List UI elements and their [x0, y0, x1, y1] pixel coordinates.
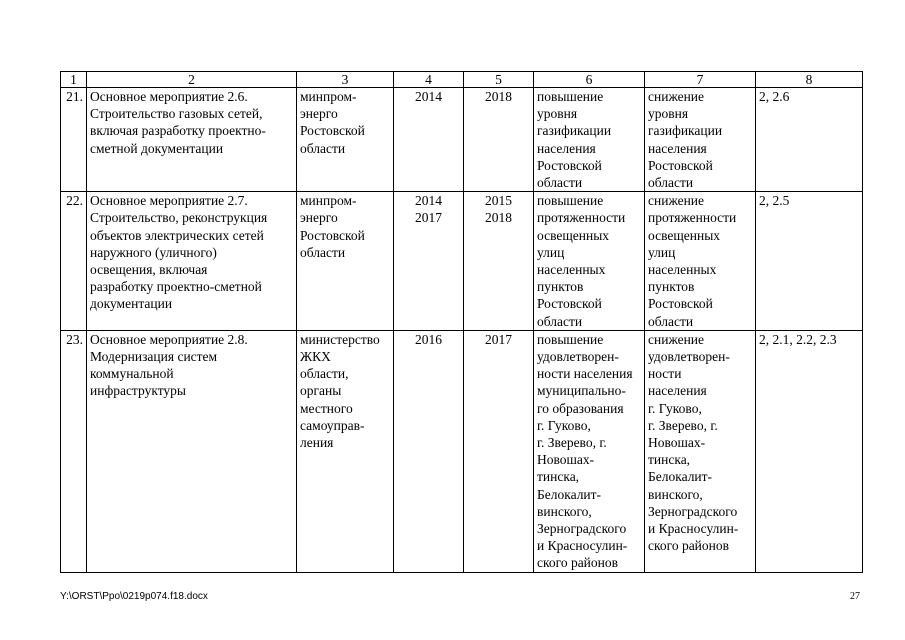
table-row [61, 88, 863, 192]
expected-result: повышение протяженности освещенных улиц населенных пунктов Ростовской области [534, 192, 645, 331]
expected-result: повышение удовлетворен- ности населения муниципально- го образования г. Гуково, г. Зверево, г. Новошах- тинска, Белокалит- винского, Зерноградского и Красносулин- ского районов [534, 330, 645, 572]
column-header: 1 [61, 72, 87, 88]
row-number: 21. [61, 88, 87, 192]
expected-result: повышение уровня газификации населения Ростовской области [534, 88, 645, 192]
row-number: 22. [61, 192, 87, 331]
consequences: снижение протяженности освещенных улиц населенных пунктов Ростовской области [645, 192, 756, 331]
page-number: 27 [850, 591, 860, 602]
table-row [61, 330, 863, 572]
measure-name: Основное мероприятие 2.7. Строительство, реконструкция объектов электрических сетей наружного (уличного) освещения, включая разработку проектно-сметной документации [87, 192, 297, 331]
start-year: 2014 2017 [394, 192, 464, 331]
executor: министерство ЖКХ области, органы местного самоуправ- ления [297, 330, 394, 572]
column-header: 7 [645, 72, 756, 88]
indicator-link: 2, 2.6 [756, 88, 863, 192]
executor: минпром- энерго Ростовской области [297, 88, 394, 192]
table-row [61, 192, 863, 331]
executor: минпром- энерго Ростовской области [297, 192, 394, 331]
column-header: 2 [87, 72, 297, 88]
measure-name: Основное мероприятие 2.6. Строительство газовых сетей, включая разработку проектно- сметной документации [87, 88, 297, 192]
start-year: 2014 [394, 88, 464, 192]
column-header: 3 [297, 72, 394, 88]
start-year: 2016 [394, 330, 464, 572]
end-year: 2017 [464, 330, 534, 572]
column-header: 6 [534, 72, 645, 88]
consequences: снижение уровня газификации населения Ростовской области [645, 88, 756, 192]
indicator-link: 2, 2.5 [756, 192, 863, 331]
table-header-row [61, 72, 863, 88]
end-year: 2015 2018 [464, 192, 534, 331]
measure-name: Основное мероприятие 2.8. Модернизация систем коммунальной инфраструктуры [87, 330, 297, 572]
row-number: 23. [61, 330, 87, 572]
end-year: 2018 [464, 88, 534, 192]
indicator-link: 2, 2.1, 2.2, 2.3 [756, 330, 863, 572]
consequences: снижение удовлетворен- ности населения г. Гуково, г. Зверево, г. Новошах- тинска, Белокалит- винского, Зерноградского и Красносулин- ского районов [645, 330, 756, 572]
column-header: 4 [394, 72, 464, 88]
footer-file-path: Y:\ORST\Ppo\0219p074.f18.docx [60, 591, 208, 602]
measures-table [60, 71, 863, 573]
column-header: 5 [464, 72, 534, 88]
column-header: 8 [756, 72, 863, 88]
